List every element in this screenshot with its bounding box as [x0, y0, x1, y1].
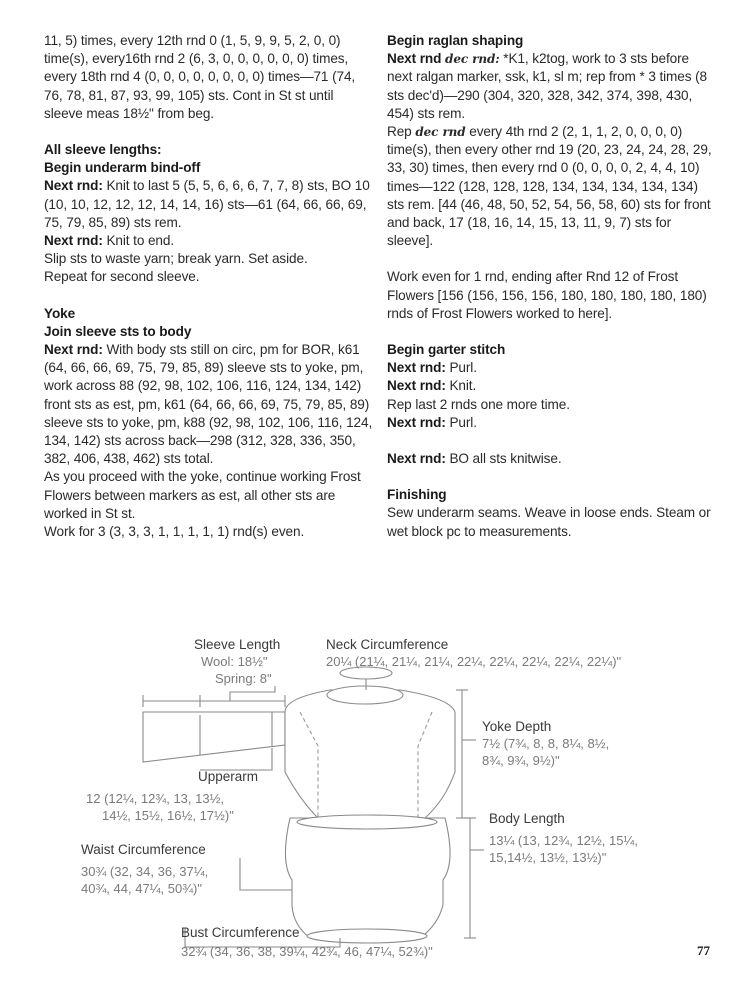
left-column	[44, 32, 374, 541]
step-text: Knit to end.	[102, 233, 175, 249]
yoke-heading: Yoke	[44, 305, 76, 321]
sleeve-length-spring: Spring: 8"	[215, 671, 272, 686]
raglan-heading: Begin raglan shaping	[387, 33, 524, 48]
garter-rnd-3	[387, 414, 717, 432]
raglan-dec-rnd	[387, 50, 717, 123]
step-label: Next rnd	[387, 51, 442, 67]
body-length-values-1: 13¼ (13, 12¾, 12½, 15¼,	[489, 833, 638, 848]
sleeve-length-leader	[230, 686, 275, 701]
upperarm-values-2: 14½, 15½, 16½, 17½)"	[102, 808, 234, 823]
underarm-rnd-2	[44, 232, 374, 250]
waist-leader	[240, 858, 292, 890]
underarm-bind-off-heading: Begin underarm bind-off	[44, 160, 201, 176]
underarm-rnd-1	[44, 177, 374, 232]
finishing-heading: Finishing	[387, 487, 447, 503]
step-text: *K1, k2tog, work to 3 sts before next ralgan marker, ssk, k1, sl m; rep from * 3 times (8 sts dec'd)—290 (304, 320, 328, 342, 374, 398, 430, 454) sts rem.	[387, 51, 707, 121]
yoke-outline	[285, 690, 455, 818]
step-label: Next rnd:	[387, 360, 446, 376]
raglan-repeat	[387, 123, 717, 250]
rep-prefix: Rep	[387, 124, 416, 140]
dec-rnd-abbrev: dec rnd:	[445, 52, 500, 67]
step-text: Knit to last 5 (5, 5, 6, 6, 6, 7, 7, 8) sts, BO 10 (10, 10, 12, 12, 12, 14, 14, 16) sts—61 (64, 66, 66, 69, 75, 79, 85, 89) sts rem.	[44, 178, 370, 230]
bust-circumference-values: 32¾ (34, 36, 38, 39¼, 42¾, 46, 47¼, 52¾)"	[181, 944, 433, 959]
join-rnd	[44, 341, 374, 468]
body-length-label: Body Length	[489, 811, 565, 826]
join-sleeve-heading: Join sleeve sts to body	[44, 323, 192, 339]
step-label: Next rnd:	[387, 378, 446, 394]
neck-circumference-label: Neck Circumference	[326, 637, 449, 652]
body-band-bottom	[307, 929, 427, 943]
yoke-depth-label: Yoke Depth	[482, 719, 552, 734]
body-outline	[285, 818, 450, 938]
repeat-instruction: Repeat for second sleeve.	[44, 269, 200, 285]
dec-rnd-abbrev: dec rnd	[415, 125, 466, 140]
neck-circumference-values: 20¼ (21¼, 21¼, 21¼, 22¼, 22¼, 22¼, 22¼, 22¼)"	[326, 654, 622, 669]
garter-repeat: Rep last 2 rnds one more time.	[387, 396, 570, 412]
step-text: With body sts still on circ, pm for BOR, k61 (64, 66, 66, 69, 75, 79, 85, 89) sleeve sts to yoke, pm, work across 88 (92, 98, 102, 106, 116, 124, 134, 142) front sts as est, pm, k61 (64, 66, 66, 69, 75, 79, 85, 89) sleeve sts to yoke, pm, k88 (92, 98, 102, 106, 116, 124, 134, 142) sts across back—298 (312, 328, 336, 350, 382, 406, 438, 462) sts total.	[44, 342, 373, 467]
waist-circumference-values-2: 40¾, 44, 47¼, 50¾)"	[81, 881, 202, 896]
step-label: Next rnd:	[44, 178, 103, 194]
body-band-top	[297, 815, 437, 829]
sleeve-outline	[143, 712, 285, 762]
step-label: Next rnd:	[44, 342, 103, 358]
slip-instruction: Slip sts to waste yarn; break yarn. Set aside.	[44, 251, 308, 267]
garter-heading: Begin garter stitch	[387, 342, 506, 358]
step-text: every 4th rnd 2 (2, 1, 1, 2, 0, 0, 0, 0) time(s), then every other rnd 19 (20, 23, 24, 24, 28, 29, 33, 30) times, then every rnd 0 (0, 0, 0, 0, 2, 4, 4, 10) times—122 (128, 128, 128, 134, 134, 134, 134, 134) sts rem. [44 (46, 48, 50, 52, 54, 56, 58, 60) sts for front and back, 17 (18, 16, 14, 15, 13, 11, 9, 7) sts for sleeve].	[387, 124, 712, 249]
yoke-depth-values-2: 8¾, 9¾, 9½)"	[482, 753, 560, 768]
upperarm-values-1: 12 (12¼, 12¾, 13, 13½,	[86, 791, 225, 806]
step-text: Purl.	[445, 414, 477, 430]
step-text: BO all sts knitwise.	[445, 451, 562, 467]
page-number: 77	[697, 943, 710, 958]
step-text: Knit.	[445, 378, 477, 394]
all-sleeve-lengths-heading: All sleeve lengths:	[44, 142, 162, 158]
body-length-values-2: 15,14½, 13½, 13½)"	[489, 850, 607, 865]
work-even-instruction: Work for 3 (3, 3, 3, 1, 1, 1, 1, 1) rnd(s) even.	[44, 524, 305, 540]
step-text: Purl.	[445, 360, 477, 376]
waist-circumference-values-1: 30¾ (32, 34, 36, 37¼,	[81, 864, 209, 879]
work-even-frost-flowers: Work even for 1 rnd, ending after Rnd 12 of Frost Flowers [156 (156, 156, 156, 180, 180, 180, 180, 180) rnds of Frost Flowers worked to here].	[387, 269, 707, 321]
garter-rnd-1	[387, 359, 717, 377]
yoke-depth-values-1: 7½ (7¾, 8, 8, 8¼, 8½,	[482, 736, 610, 751]
neck-opening	[327, 686, 403, 704]
sweater-schematic	[0, 600, 750, 1002]
right-column	[387, 32, 717, 541]
bust-circumference-label: Bust Circumference	[181, 925, 300, 940]
bind-off-rnd	[387, 450, 717, 468]
waist-circumference-label: Waist Circumference	[81, 842, 206, 857]
garter-rnd-2	[387, 377, 717, 395]
sleeve-length-wool: Wool: 18½"	[201, 654, 268, 669]
step-label: Next rnd:	[387, 451, 446, 467]
step-label: Next rnd:	[44, 233, 103, 249]
sleeve-length-label: Sleeve Length	[194, 637, 281, 652]
upperarm-label: Upperarm	[198, 769, 259, 784]
proceed-instruction: As you proceed with the yoke, continue working Frost Flowers between markers as est, all other sts are worked in St st.	[44, 469, 361, 521]
sleeve-shaping-continued: 11, 5) times, every 12th rnd 0 (1, 5, 9, 9, 5, 2, 0, 0) time(s), every16th rnd 2 (6, 3, 0, 0, 0, 0, 0, 0) times, every 18th rnd 4 (0, 0, 0, 0, 0, 0, 0, 0) times—71 (74, 76, 78, 81, 87, 93, 99, 105) sts. Cont in St st until sleeve meas 18½" from beg.	[44, 33, 356, 121]
step-label: Next rnd:	[387, 414, 446, 430]
finishing-text: Sew underarm seams. Weave in loose ends. Steam or wet block pc to measurements.	[387, 505, 711, 539]
